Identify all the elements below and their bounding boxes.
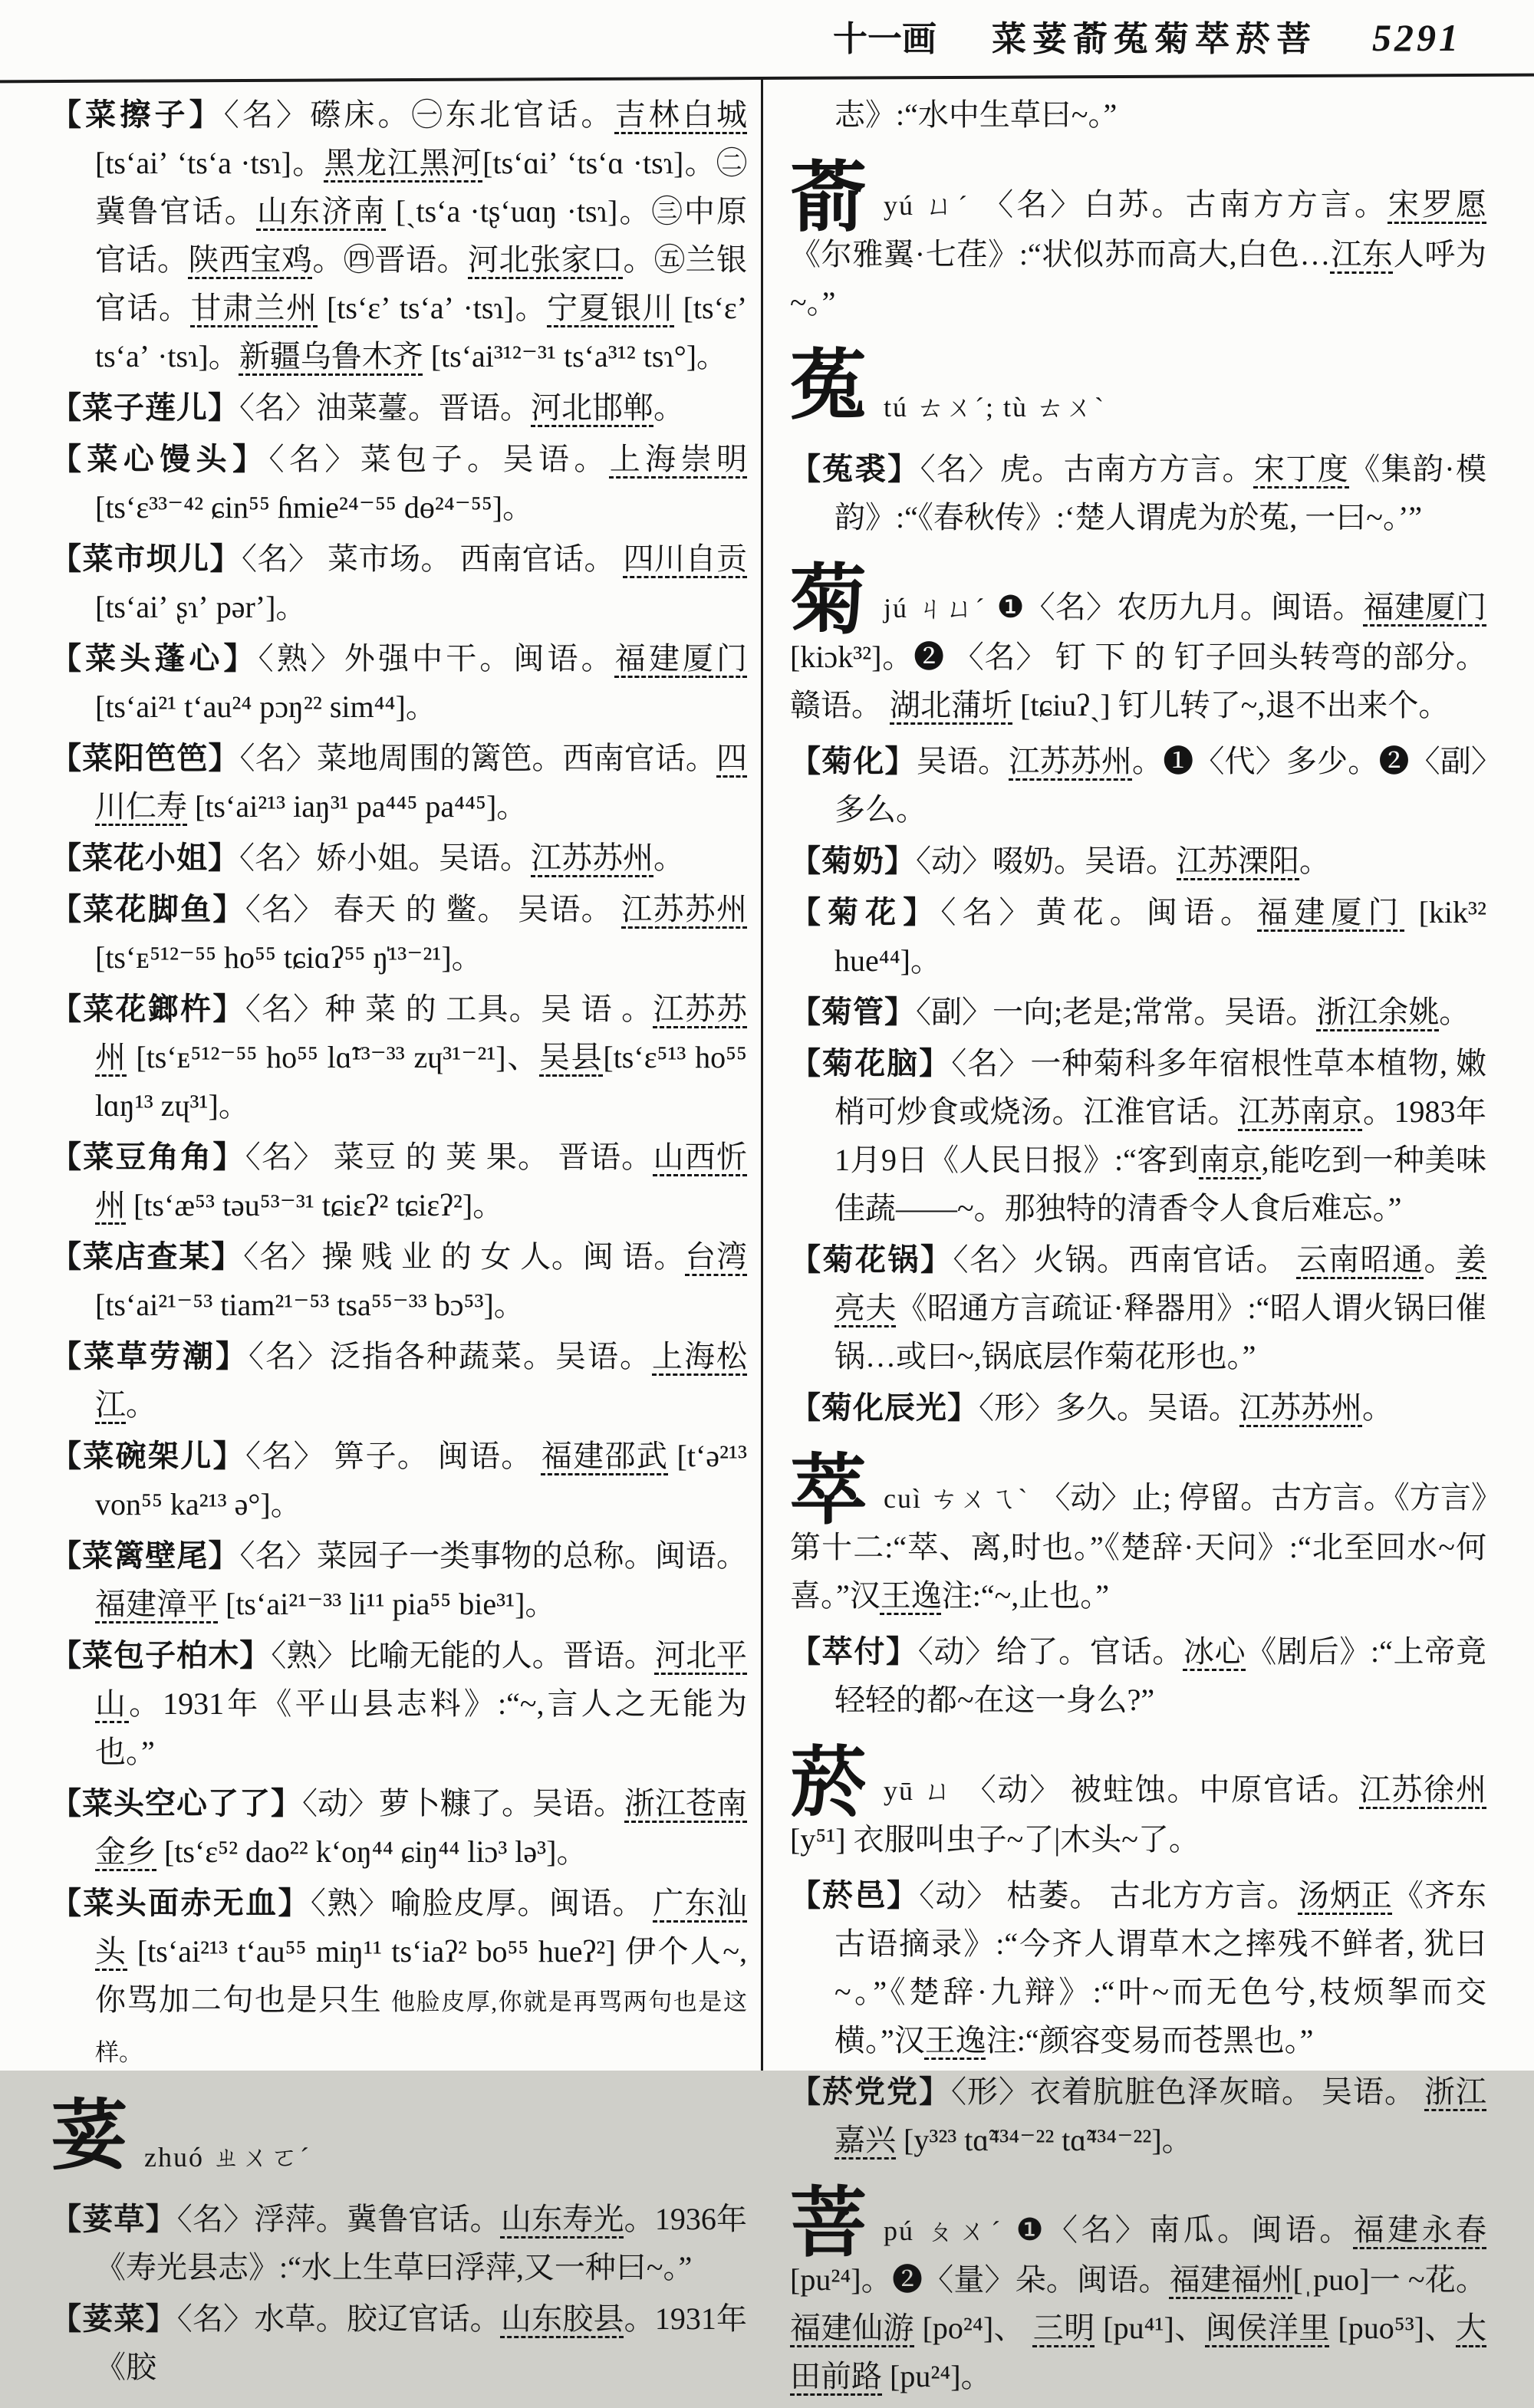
pinyin-zhuyin-reading: yū ㄩ	[884, 1775, 955, 1806]
dict-entry	[51, 383, 747, 432]
proper-noun: 宋罗愿	[1388, 187, 1487, 222]
entry-headword: 【菜头空心了了】	[51, 1786, 302, 1821]
entry-text: 《集韵·模韵》:“《春秋传》:‘楚人谓虎为於菟, 一曰~。’”	[834, 452, 1487, 535]
entry-text: 。1931年《平山县志料》:“~,言人之无能为也。”	[95, 1686, 747, 1769]
dict-entry	[51, 834, 747, 882]
entry-text: [pu⁴¹]、	[1095, 2311, 1206, 2345]
dict-entry	[790, 445, 1486, 541]
entry-text: [tsʻai²¹⁻⁵³ tiam²¹⁻⁵³ tsa⁵⁵⁻³³ bɔ⁵³]。	[95, 1288, 525, 1322]
entry-headword: 【菜店查某】	[51, 1239, 244, 1274]
headword-character: 菩	[790, 2181, 867, 2266]
proper-noun: 福建厦门	[1363, 590, 1486, 624]
dict-entry	[790, 837, 1486, 885]
entry-headword: 【菊管】	[790, 995, 916, 1029]
dict-entry	[51, 1133, 747, 1229]
entry-text: [tsʻɛʼ tsʻaʼ ·tsɿ]。	[95, 291, 748, 373]
proper-noun: 吴县	[539, 1040, 604, 1074]
proper-noun: 王逸	[924, 2023, 986, 2058]
entry-text: [tsʻɑiʼ ʻtsʻɑ ·tsɿ]。㊁冀鲁官话。	[95, 146, 748, 229]
entry-text: 〈动〉止; 停留。古方言。《方言》第十二:“萃、离,时也。”《楚辞·天问》:“北至回水~何喜。”汉	[790, 1480, 1486, 1613]
entry-text: [pu²⁴]。	[882, 2359, 992, 2393]
dict-entry	[790, 1039, 1486, 1232]
proper-noun: 福建仙游	[790, 2311, 915, 2345]
entry-text: [tɕiuʔˎ] 钉儿转了~,退不出来个。	[1012, 688, 1450, 722]
proper-noun: 姜亮夫	[834, 1242, 1486, 1325]
entry-text: 《齐东古语摘录》:“今齐人谓草木之摔残不鲜者, 犹曰~。”《楚辞·九辩》:“叶~而无色兮,枝烦挐而交横。”汉	[834, 1878, 1487, 2058]
dict-entry	[51, 435, 747, 531]
entry-text: 〈名〉 菜市场。 西南官话。	[242, 541, 624, 576]
dict-entry	[790, 988, 1486, 1036]
dict-entry	[790, 1383, 1486, 1432]
entry-text: 〈动〉啜奶。吴语。	[916, 844, 1177, 878]
headword-body	[790, 344, 1486, 432]
entry-text: [tsʻai²¹³ tʻau⁵⁵ miŋ¹¹ tsʻiaʔ² bo⁵⁵ hueʔ²] 伊个人~, 你骂加二句也是只生	[95, 1934, 748, 2017]
headword-body	[790, 558, 1486, 729]
entry-text: [tsʻai²¹³ iaŋ³¹ pa⁴⁴⁵ pa⁴⁴⁵]。	[187, 789, 528, 824]
proper-noun: 河北邯郸	[531, 390, 653, 425]
proper-noun: 吉林白城	[614, 97, 748, 132]
proper-noun: 江苏苏州	[531, 840, 653, 875]
dict-entry	[790, 1627, 1486, 1724]
entry-text: 〈名〉油菜薹。晋语。	[239, 390, 531, 425]
entry-headword: 【菜篱壁尾】	[51, 1538, 240, 1573]
entry-text: 。	[653, 840, 684, 875]
entry-headword: 【菸党党】	[790, 2074, 951, 2109]
entry-text: 〈名〉菜包子。吴语。	[268, 442, 610, 476]
headword-character: 萃	[790, 1449, 867, 1534]
entry-text: ,能吃到一种美味佳蔬——~。那独特的清香令人食后难忘。”	[834, 1143, 1487, 1225]
proper-noun: 宁夏银川	[547, 291, 675, 325]
headword-character: 萮	[790, 156, 867, 241]
entry-text: ❶〈名〉农历九月。闽语。	[996, 590, 1364, 624]
headword-character-block	[790, 1741, 1486, 1864]
proper-noun: 福建永春	[1353, 2212, 1486, 2247]
column-right	[790, 90, 1486, 2408]
entry-text: 。㊄兰银官话。	[95, 242, 747, 325]
proper-noun: 新疆乌鲁木齐	[239, 339, 423, 373]
column-left	[51, 90, 747, 2394]
proper-noun: 四川自贡	[623, 541, 747, 576]
entry-text: 〈名〉礤床。㊀东北官话。	[223, 97, 615, 132]
headword-character-block	[790, 156, 1487, 327]
proper-noun: 四川仁寿	[95, 741, 748, 824]
proper-noun: 上海松江	[95, 1339, 747, 1422]
entry-headword: 【菜花脚鱼】	[51, 892, 245, 926]
entry-headword: 【菜市坝儿】	[51, 541, 242, 576]
headword-character-block	[790, 344, 1486, 437]
headword-body	[790, 2181, 1487, 2400]
proper-noun: 江苏苏州	[95, 992, 748, 1074]
proper-noun: 福建邵武	[541, 1439, 669, 1473]
entry-text: 〈形〉衣着肮脏色泽灰暗。 吴语。	[951, 2074, 1424, 2109]
headword-character: 菟	[790, 344, 867, 429]
entry-text: 〈熟〉外强中干。闽语。	[258, 641, 615, 676]
entry-headword: 【荽菜】	[51, 2301, 177, 2336]
entry-text: [tsʻɛ⁵¹³ ho⁵⁵ lɑŋ¹³ zɥ³¹]。	[95, 1040, 747, 1123]
pinyin-zhuyin-reading: jú ㄐㄩˊ	[884, 593, 986, 623]
entry-text: [puo⁵³]、	[1329, 2311, 1457, 2345]
entry-text: [y⁵¹] 衣服叫虫子~了|木头~了。	[790, 1822, 1200, 1857]
entry-text: [po²⁴]、	[914, 2311, 1033, 2345]
dict-entry	[51, 885, 747, 982]
entry-text: 〈名〉种 菜 的 工具。吴 语 。	[245, 992, 653, 1026]
entry-text: ❶〈名〉南瓜。闽语。	[1016, 2212, 1354, 2247]
headword-character: 菸	[790, 1741, 867, 1826]
proper-noun: 江东	[1330, 237, 1394, 271]
proper-noun: 山东寿光	[500, 2202, 624, 2236]
dict-entry	[51, 634, 747, 731]
entry-headword: 【荽草】	[51, 2202, 177, 2236]
proper-noun: 浙江余姚	[1316, 995, 1440, 1029]
dict-entry	[51, 2195, 747, 2291]
proper-noun: 江苏南京	[1238, 1094, 1363, 1129]
entry-text: 〈名〉 箅子。 闽语。	[245, 1439, 542, 1473]
header-rule	[0, 74, 1534, 84]
headword-body	[51, 2094, 747, 2182]
proper-noun: 台湾	[685, 1239, 748, 1274]
entry-text: 《尔雅翼·七荏》:“状似苏而高大,白色…	[790, 237, 1331, 271]
headword-body	[790, 1741, 1486, 1864]
entry-text: 〈副〉一向;老是;常常。吴语。	[916, 995, 1317, 1029]
entry-headword: 【菸邑】	[790, 1878, 920, 1913]
entry-headword: 【菜心馒头】	[51, 442, 269, 476]
dict-entry	[51, 734, 747, 831]
proper-noun: 陕西宝鸡	[188, 242, 313, 277]
entry-text: 志》:“水中生草曰~。”	[834, 97, 1118, 132]
entry-text: 〈名〉水草。胶辽官话。	[176, 2301, 501, 2336]
entry-headword: 【菜头蓬心】	[51, 641, 258, 676]
headword-character-block	[51, 2094, 747, 2187]
headword-character-block	[790, 558, 1486, 729]
dict-entry	[790, 1235, 1486, 1380]
entry-text: 〈名〉 菜豆 的 荚 果。 晋语。	[245, 1140, 653, 1174]
entry-text: 吴语。	[916, 744, 1009, 778]
entry-text: [ˎtsʻa ·tʂʻuɑŋ ·tsɿ]。㊂中原官话。	[95, 194, 747, 277]
entry-text: 〈形〉多久。吴语。	[979, 1390, 1239, 1425]
proper-noun: 福建漳平	[95, 1587, 218, 1621]
proper-noun: 上海崇明	[609, 442, 748, 476]
entry-text: [kiɔk³²]。❷ 〈名〉 钉 下 的 钉子回头转弯的部分。赣语。	[790, 640, 1486, 722]
proper-noun: 福建厦门	[1257, 895, 1405, 929]
page-header	[0, 11, 1534, 61]
entry-headword: 【菜子莲儿】	[51, 390, 239, 425]
entry-headword: 【菜擦子】	[51, 97, 224, 132]
headword-character-block	[790, 1449, 1486, 1620]
entry-text: [y³²³ tɑ̃⁴³⁴⁻²² tɑ̃⁴³⁴⁻²²]。	[896, 2123, 1193, 2157]
entry-text: 。	[1299, 844, 1330, 878]
dict-entry	[51, 985, 747, 1130]
entry-headword: 【菊化】	[790, 744, 917, 778]
pinyin-zhuyin-reading: pú ㄆㄨˊ	[884, 2216, 1006, 2246]
proper-noun: 江苏苏州	[1009, 744, 1133, 778]
entry-text: [ˌpuo]一 ~花。	[1292, 2262, 1487, 2297]
proper-noun: 浙江嘉兴	[834, 2074, 1486, 2157]
entry-text: 〈名〉浮萍。冀鲁官话。	[176, 2202, 501, 2236]
proper-noun: 汤炳正	[1298, 1878, 1393, 1913]
entry-headword: 【菜花小姐】	[51, 840, 239, 875]
proper-noun: 山东胶县	[500, 2301, 624, 2336]
proper-noun: 湖北蒲圻	[890, 688, 1012, 722]
entry-text: 注:“颜容变易而苍黑也。”	[986, 2023, 1314, 2058]
proper-noun: 江苏苏州	[621, 892, 748, 926]
entry-headword: 【菟裘】	[790, 452, 920, 486]
entry-text: 注:“~,止也。”	[941, 1578, 1110, 1613]
entry-text: 他脸皮厚,你就是再骂两句也是这样。	[95, 1989, 747, 2066]
headword-character: 荽	[51, 2094, 127, 2179]
dict-entry	[51, 2295, 747, 2391]
proper-noun: 广东汕头	[95, 1886, 748, 1969]
entry-headword: 【菊化辰光】	[790, 1390, 979, 1425]
proper-noun: 浙江苍南金乡	[95, 1786, 747, 1869]
entry-text: 〈名〉菜地周围的篱笆。西南官话。	[239, 741, 717, 775]
dict-entry	[51, 90, 747, 380]
entry-text: 〈名〉操 贱 业 的 女 人。闽 语。	[243, 1239, 686, 1274]
stroke-section-label: 十一画	[832, 20, 937, 58]
proper-noun: 山西忻州	[95, 1140, 748, 1222]
entry-text: 〈名〉火锅。西南官话。	[953, 1242, 1297, 1277]
entry-headword: 【菜花鎯杵】	[51, 992, 245, 1026]
dict-entry	[51, 535, 747, 631]
proper-noun: 黑龙江黑河	[324, 146, 483, 180]
proper-noun: 三明	[1032, 2311, 1095, 2345]
entry-text: [tsʻᴇ⁵¹²⁻⁵⁵ ho⁵⁵ tɕiɑʔ⁵⁵ ŋ̍¹³⁻²¹]。	[95, 940, 482, 975]
entry-text: 〈名〉菜园子一类事物的总称。闽语。	[239, 1538, 748, 1573]
entry-text: [tsʻai²¹⁻³³ li¹¹ pia⁵⁵ bie³¹]。	[218, 1587, 556, 1621]
entry-text: [tsʻɛ⁵² dao²² kʻoŋ⁴⁴ ɕiŋ⁴⁴ liɔ³ lə³]。	[156, 1834, 588, 1869]
entry-text: 〈名〉 春天 的 鳖。 吴语。	[245, 892, 622, 926]
entry-text: [tsʻæ⁵³ təu⁵³⁻³¹ tɕiɛʔ² tɕiɛʔ²]。	[126, 1188, 504, 1222]
entry-text: 。❶〈代〉多少。❷〈副〉多么。	[834, 744, 1487, 827]
entry-text: [pu²⁴]。❷〈量〉朵。闽语。	[790, 2262, 1170, 2297]
entry-text: [kik³² hue⁴⁴]。	[834, 895, 1487, 978]
dict-entry	[51, 1432, 747, 1528]
headword-character: 菊	[790, 558, 867, 643]
entry-text: 。1983年1月9日《人民日报》:“客到	[834, 1094, 1487, 1177]
proper-noun: 大田前路	[790, 2311, 1487, 2393]
proper-noun: 江苏苏州	[1239, 1390, 1362, 1425]
entry-text: [tsʻaiʼ ʻtsʻa ·tsɿ]。	[95, 146, 324, 180]
headword-body	[790, 156, 1487, 327]
proper-noun: 河北张家口	[468, 242, 624, 277]
dict-entry	[790, 1871, 1486, 2064]
dict-entry-continuation	[790, 90, 1486, 139]
entry-text: 。	[1362, 1390, 1393, 1425]
dict-entry	[51, 1879, 747, 2077]
proper-noun: 江苏徐州	[1359, 1772, 1486, 1807]
proper-noun: 闽侯洋里	[1205, 2311, 1330, 2345]
entry-text: 〈名〉白苏。古南方方言。	[983, 187, 1388, 222]
dict-entry	[790, 2068, 1486, 2164]
entry-text: 〈名〉娇小姐。吴语。	[239, 840, 531, 875]
dict-entry	[790, 737, 1486, 834]
entry-text: 人呼为~。”	[790, 237, 1486, 320]
proper-noun: 南京	[1199, 1143, 1262, 1177]
entry-text: 〈熟〉喻脸皮厚。闽语。	[310, 1886, 653, 1920]
proper-noun: 福建厦门	[614, 641, 748, 676]
entry-text: 〈动〉 枯萎。 古北方方言。	[919, 1878, 1299, 1913]
pinyin-zhuyin-reading: tú ㄊㄨˊ; tù ㄊㄨˋ	[884, 392, 1105, 423]
dict-entry	[51, 1232, 747, 1329]
proper-noun: 福建福州	[1169, 2262, 1293, 2297]
entry-text: 〈名〉一种菊科多年宿根性草本植物, 嫩梢可炒食或烧汤。江淮官话。	[834, 1046, 1487, 1129]
entry-text: 〈动〉萝卜糠了。吴语。	[302, 1786, 624, 1821]
entry-text: 〈动〉给了。官话。	[917, 1634, 1183, 1669]
entry-headword: 【菜豆角角】	[51, 1140, 245, 1174]
proper-noun: 江苏溧阳	[1177, 844, 1299, 878]
entry-headword: 【萃付】	[790, 1634, 918, 1669]
pinyin-zhuyin-reading: yú ㄩˊ	[884, 190, 973, 221]
entry-headword: 【菊花锅】	[790, 1242, 953, 1277]
entry-text: 〈熟〉比喻无能的人。晋语。	[271, 1638, 655, 1673]
entry-text: [tsʻᴇ⁵¹²⁻⁵⁵ ho⁵⁵ lɑ̃¹³⁻³³ zɥ³¹⁻²¹]、	[127, 1040, 539, 1074]
entry-headword: 【菊花脑】	[790, 1046, 952, 1081]
entry-text: 〈名〉虎。古南方方言。	[920, 452, 1254, 486]
headword-character-block	[790, 2181, 1487, 2400]
dict-entry	[51, 1332, 747, 1429]
entry-headword: 【菊奶】	[790, 844, 916, 878]
entry-text: [tsʻɛʼ tsʻaʼ ·tsɿ]。	[318, 291, 548, 325]
proper-noun: 云南昭通	[1296, 1242, 1424, 1277]
headword-body	[790, 1449, 1486, 1620]
entry-text: 《剧后》:“上帝竟轻轻的都~在这一身么?”	[834, 1634, 1486, 1717]
pinyin-zhuyin-reading: cuì ㄘㄨㄟˋ	[884, 1483, 1029, 1514]
entry-headword: 【菜碗架儿】	[51, 1439, 245, 1473]
entry-text: [tsʻai³¹²⁻³¹ tsʻa³¹² tsɿ°]。	[423, 339, 728, 373]
entry-text: [tsʻaiʼ ʂɿʼ pərʼ]。	[95, 590, 307, 624]
entry-text: 。	[653, 390, 684, 425]
entry-text: [tsʻɛ³³⁻⁴² ɕin⁵⁵ ɦmie²⁴⁻⁵⁵ dɵ²⁴⁻⁵⁵]。	[95, 490, 534, 525]
proper-noun: 王逸	[880, 1578, 942, 1613]
entry-headword: 【菜包子柏木】	[51, 1638, 272, 1673]
entry-headword: 【菜头面赤无血】	[51, 1886, 311, 1920]
dict-entry	[51, 1531, 747, 1628]
entry-text: [tsʻai²¹ tʻau²⁴ pɔŋ²² sim⁴⁴]。	[95, 689, 436, 724]
proper-noun: 宋丁度	[1253, 452, 1350, 486]
proper-noun: 河北平山	[95, 1638, 748, 1721]
header-characters: 菜荽萮菟菊萃菸菩	[991, 20, 1317, 58]
entry-headword: 【菜草劳潮】	[51, 1339, 249, 1373]
entry-headword: 【菜阳笆笆】	[51, 741, 240, 775]
column-divider	[761, 80, 763, 2071]
entry-text: 。1931年《胶	[95, 2301, 748, 2384]
dict-entry	[51, 1779, 747, 1876]
dict-entry	[51, 1631, 747, 1776]
proper-noun: 甘肃兰州	[190, 291, 318, 325]
entry-text: 《昭通方言疏证·释器用》:“昭人谓火锅曰催锅…或曰~,锅底层作菊花形也。”	[834, 1291, 1487, 1373]
page-number: 5291	[1372, 16, 1461, 59]
pinyin-zhuyin-reading: zhuó ㄓㄨㄛˊ	[144, 2142, 311, 2173]
entry-text: 〈名〉黄花。闽语。	[940, 895, 1258, 929]
dict-entry	[790, 888, 1486, 985]
entry-text: 。	[1439, 995, 1470, 1029]
entry-headword: 【菊花】	[790, 895, 941, 929]
entry-text: 。1936年《寿光县志》:“水上生草曰浮萍,又一种曰~。”	[95, 2202, 748, 2285]
entry-text: 。	[126, 1387, 156, 1422]
entry-text: 〈动〉 被蛀蚀。中原官话。	[965, 1772, 1360, 1807]
entry-text: 。㊃晋语。	[312, 242, 468, 277]
proper-noun: 山东济南	[256, 194, 387, 229]
entry-text: 〈名〉泛指各种蔬菜。吴语。	[249, 1339, 652, 1373]
proper-noun: 冰心	[1183, 1634, 1246, 1669]
entry-text: [tʻə²¹³ von⁵⁵ ka²¹³ ə°]。	[95, 1439, 748, 1521]
entry-text: 。	[1424, 1242, 1456, 1277]
